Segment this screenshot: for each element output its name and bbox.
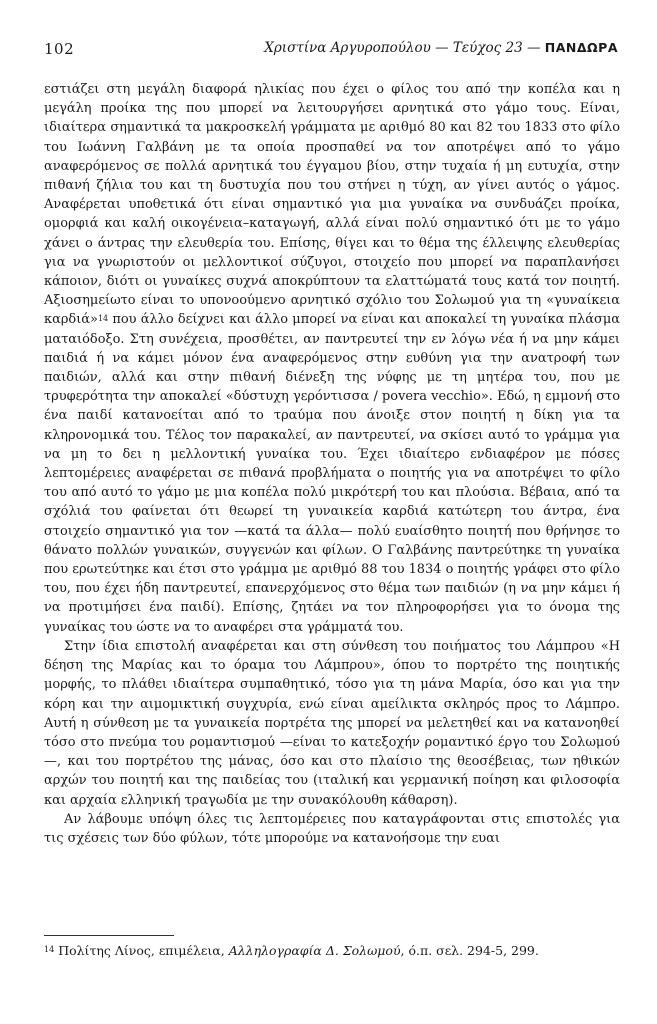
running-head — [264, 40, 618, 56]
paragraph-2: Στην ίδια επιστολή αναφέρεται και στη σύνθεση του ποιήματος του Λάμπρου «Η δέηση της Μαρίας και το όραμα του Λάμπρου», όπου το πορτρέτο της ποιητικής μορφής, το πλάθει ιδιαίτερα συμπαθητικό, τόσο για τη μάνα Μαρία, όσο και για την κόρη και την αιμομικτική συγχυρία, ενώ είναι αμείλικτα σκληρός προς το Λάμπρο. Αυτή η σύνθεση με τα γυναικεία πορτρέτα της μπορεί να μελετηθεί και να κατανοηθεί τόσο στο πνεύμα του ρομαντισμού —είναι το κατεξοχήν ρομαντικό έργο του Σολωμού—, και του πορτρέτου της μάνας, όσο και στο πλαίσιο της θεοσέβειας, των ηθικών αρχών του ποιητή και της παιδείας του (ιταλική και γερμανική ποίηση και φιλοσοφία και αρχαία ελληνική τραγωδία με την συνακόλουθη κάθαρση). — [44, 638, 620, 808]
paragraph-1 — [44, 80, 620, 637]
main-text — [44, 80, 620, 848]
page-header — [44, 38, 618, 60]
footnote-reference: 14 — [97, 313, 109, 323]
footnote-text-before: Πολίτης Λίνος, επιμέλεια, — [58, 943, 229, 958]
paragraph-1-part-a: εστιάζει στη μεγάλη διαφορά ηλικίας που έχει ο φίλος του από την κοπέλα και η μεγάλη προίκα της που μπορεί να λειτουργήσει αρνητικά στο γάμο τους. Είναι, ιδιαίτερα σημαντικά τα μακροσκελή γράμματα με αριθμό 80 και 82 του 1833 στο φίλο του Ιωάννη Γαλβάνη με τα οποία προσπαθεί να τον αποτρέψει από το γάμο αναφερόμενος σε πολλά αρνητικά του έγγαμου βίου, στην τυχαία ή μη ευτυχία, στην πιθανή ζήλια του και τη δυστυχία που του στήνει η τύχη, αν γίνει αυτός ο γάμος. Αναφέρεται υποθετικά ότι είναι σημαντικό για μια γυναίκα να συνδυάζει προίκα, ομορφιά και καλή οικογένεια–καταγωγή, αλλά είναι πολύ σημαντικό ότι με το γάμο χάνει ο άντρας την ελευθερία του. Επίσης, θίγει και το θέμα της έλλειψης ελευθερίας για να γνωριστούν οι μελλοντικοί σύζυγοι, στοιχείο που μπορεί να παραπλανήσει κάποιον, διότι οι γυναίκες συχνά αποκρύπτουν τα ελαττώματά τους κατά τον ποιητή. Αξιοσημείωτο είναι το υπονοούμενο αρνητικό σχόλιο του Σολωμού για τη «γυναίκεια καρδιά» — [44, 82, 620, 328]
footnote-number: 14 — [44, 944, 55, 954]
footnote-separator — [44, 935, 174, 936]
paragraph-3: Αν λάβουμε υπόψη όλες τις λεπτομέρειες που καταγράφονται στις επιστολές για τις σχέσεις των δύο φύλων, τότε μπορούμε να κατανοήσομε την ευαι — [44, 811, 620, 846]
journal-logo: ΠΑΝΔΩΡΑ — [544, 40, 618, 55]
page-number: 102 — [44, 40, 75, 58]
footnote — [44, 942, 620, 962]
footnote-text-after: , ό.π. σελ. 294-5, 299. — [400, 943, 539, 958]
paragraph-1-part-b: που άλλο δείχνει και άλλο μπορεί να είναι και αποκαλεί τη γυναίκα πλάσμα ματαιόδοξο. Στη συνέχεια, προσθέτει, αν παντρευτεί την εν λόγω νέα ή να μην κάμει παιδιά ή να κάμει μόνον ένα αναφερόμενος στην ευθύνη για την ανατροφή των παιδιών, αλλά και στην πιθανή διένεξη της νύφης με τη μητέρα του, που με τρυφερότητα την αποκαλεί «δύστυχη γερόντισσα / povera vecchio». Εδώ, η εμμονή στο ένα παιδί κατανοείται από το τραύμα που άνοιξε στον ποιητή η δίκη για τα κληρονομικά του. Τέλος τον παρακαλεί, αν παντρευτεί, να σκίσει αυτό το γράμμα για να μη το δει η μελλοντική γυναίκα του. Έχει ιδιαίτερο ενδιαφέρον με πόσες λεπτομέρειες αναφέρεται σε πιθανά προβλήματα ο ποιητής για να αποτρέψει το φίλο του από αυτό το γάμο με μια κοπέλα πολύ μικρότερή του και πλούσια. Βέβαια, από τα σχόλιά του φαίνεται ότι θεωρεί τη γυναικεία καρδιά κατώτερη του άντρα, ένα στοιχείο σημαντικό για τον —κατά τα άλλα— πολύ ευαίσθητο ποιητή που θρήνησε το θάνατο πολλών γυναικών, συγγενών και φίλων. Ο Γαλβάνης παντρεύτηκε τη γυναίκα που ερωτεύτηκε και έτσι στο γράμμα με αριθμό 88 του 1834 ο ποιητής γράφει στο φίλο του, που έχει ήδη παντρευτεί, επανερχόμενος στο θέμα των παιδιών (η να μην κάμει ή να προτιμήσει ένα παιδί). Επίσης, ζητάει να τον πληροφορήσει για το όνομα της γυναίκας του ώστε να το αναφέρει στα γράμματά του. — [44, 312, 620, 635]
running-head-text: Χριστίνα Αργυροπούλου — Τεύχος 23 — — [264, 40, 541, 56]
footnote-title: Αλληλογραφία Δ. Σολωμού — [228, 943, 401, 958]
